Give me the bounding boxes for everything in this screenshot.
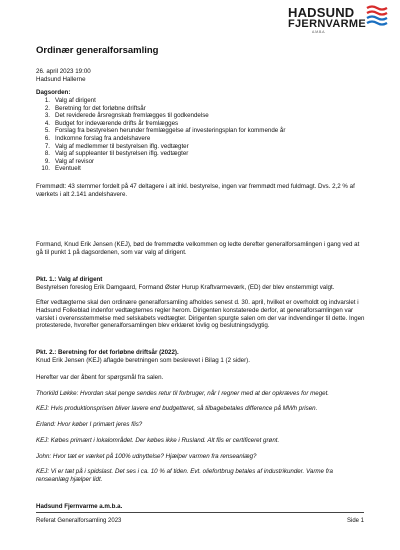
list-item: 2. Beretning for det forløbne driftsår [44, 104, 146, 112]
pkt1-text: Bestyrelsen foreslog Erik Damgaard, Formand Øster Hurup Kraftvarmeværk, (ED) der blev enstemmigt valgt. [36, 284, 335, 291]
intro-paragraph: Formand, Knud Erik Jensen (KEJ), bød de fremmødte velkommen og ledte derefter generalforsamlingen i gang ved at gå til punkt 1 på dagsordenen, som var valg af dirigent. [36, 241, 360, 256]
list-item: 3. Det reviderede årsregnskab fremlægges til godkendelse [44, 112, 209, 120]
logo-line-1: HADSUND [288, 5, 355, 20]
meeting-date: 26. april 2023 19:00 [36, 68, 91, 75]
dialogue-line: John: Hvor tæt er værket på 100% udnyttelse? Hjælper varmen fra renseanlæg? [36, 453, 257, 460]
dialogue-line: KEJ: Vi er tæt på i spidslast. Det ses i ca. 10 % af tiden. Evt. oliefortbrug betales af industrikunder. Varme fra renseanlæg hjælper lidt. [36, 468, 333, 483]
document-title: Ordinær generalforsamling [36, 45, 159, 56]
waves-logo-icon [366, 5, 388, 27]
list-item: 4. Budget for indeværende drifts år fremlægges [44, 119, 179, 127]
list-item: 7. Valg af medlemmer til bestyrelsen iflg. vedtægter [44, 142, 189, 150]
pkt2-text: Knud Erik Jensen (KEJ) aflagde beretningen som beskrevet i Bilag 1 (2 sider). [36, 357, 250, 364]
pkt1-details: Efter vedtægterne skal den ordinære generalforsamling afholdes senest d. 30. april, hvilket er overholdt og indvarslet i Hadsund Folkeblad indenfor vedtægternes regler herom. Dirigenten konstaterede derfor, at generalforsamlingen var varslet i overensstemmelse med selskabets vedtægter. Dirigenten spurgte salen om der var indvendinger til dette. Ingen protesterede, hvorefter generalforsamlingen blev erklæret lovlig og beslutningsdygtig. [36, 299, 365, 330]
meeting-venue: Hadsund Hallerne [36, 76, 86, 83]
pkt2-questions: Herefter var der åbent for spørgsmål fra salen. [36, 374, 164, 381]
dialogue-line: Thorkild Løkke: Hvordan skal penge sendes retur til forbruger, når I regner med at der opkræves for meget. [36, 390, 330, 397]
logo-line-2: FJERNVARME [288, 18, 366, 30]
agenda-title: Dagsorden: [36, 89, 71, 96]
logo-line-3: A.M.B.A. [312, 30, 326, 34]
list-item: 9. Valg af revisor [44, 157, 95, 165]
attendance-text: Fremmødt: 43 stemmer fordelt på 47 deltagere i alt inkl. bestyrelse, ingen var fremmødt med fuldmagt. Dvs. 2,2 % af værkets i alt 2.141 andelshavere. [36, 183, 355, 198]
list-item: 1. Valg af dirigent [44, 97, 96, 104]
dialogue-line: Erland: Hvor køber I primært jeres flis? [36, 421, 143, 428]
agenda-list [36, 97, 285, 173]
company-logo [288, 6, 368, 40]
footer-document-name: Referat Generalforsamling 2023 [36, 518, 122, 524]
footer-divider [36, 512, 364, 513]
page-number: Side 1 [346, 518, 364, 524]
dialogue-line: KEJ: Hvis produktionsprisen bliver lavere end budgetteret, så tilbagebetales difference på MWh prisen. [36, 405, 318, 412]
list-item: 5. Forslag fra bestyrelsen herunder fremlæggelse af investeringsplan for kommende år [44, 127, 286, 135]
pkt1-heading: Pkt. 1.: Valg af dirigent [36, 276, 103, 283]
list-item: 8. Valg af suppleanter til bestyrelsen iflg. vedtægter [44, 150, 189, 158]
signature: Hadsund Fjernvarme a.m.b.a. [36, 503, 123, 510]
list-item: 6. Indkomne forslag fra andelshavere [44, 134, 151, 142]
list-item: 10. Eventuelt [41, 165, 81, 173]
pkt2-heading: Pkt. 2.: Beretning for det forløbne driftsår (2022). [36, 349, 179, 356]
dialogue-line: KEJ: Købes primært i lokalområdet. Der købes ikke i Rusland. Alt flis er certificeret grønt. [36, 437, 280, 444]
